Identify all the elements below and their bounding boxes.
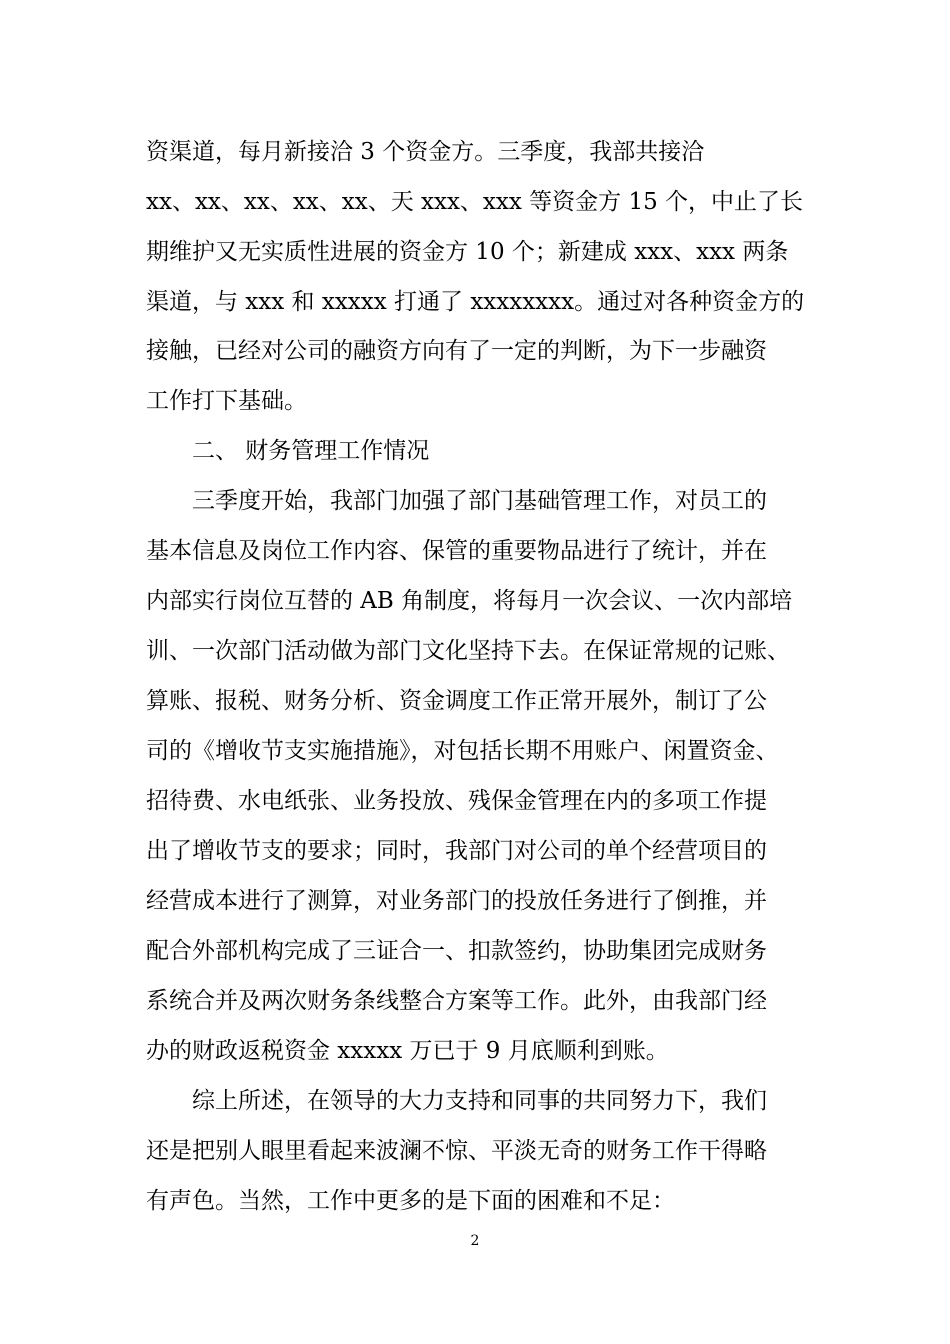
- paragraph-2-line-8: 出了增收节支的要求；同时，我部门对公司的单个经营项目的: [146, 838, 767, 864]
- paragraph-2-line-1: 三季度开始，我部门加强了部门基础管理工作，对员工的: [192, 488, 767, 514]
- paragraph-3-line-1: 综上所述，在领导的大力支持和同事的共同努力下，我们: [192, 1088, 767, 1114]
- section-heading: 二、 财务管理工作情况: [192, 438, 430, 464]
- paragraph-2-line-10: 配合外部机构完成了三证合一、扣款签约，协助集团完成财务: [146, 938, 767, 964]
- paragraph-1-line-1: 资渠道，每月新接洽 3 个资金方。三季度，我部共接洽: [146, 139, 705, 165]
- paragraph-2-line-5: 算账、报税、财务分析、资金调度工作正常开展外，制订了公: [146, 688, 767, 714]
- paragraph-2-line-9: 经营成本进行了测算，对业务部门的投放任务进行了倒推，并: [146, 888, 767, 914]
- paragraph-1-line-4: 渠道，与 xxx 和 xxxxx 打通了 xxxxxxxx。通过对各种资金方的: [146, 289, 805, 315]
- paragraph-3-line-2: 还是把别人眼里看起来波澜不惊、平淡无奇的财务工作干得略: [146, 1138, 767, 1164]
- paragraph-1-line-3: 期维护又无实质性进展的资金方 10 个；新建成 xxx、xxx 两条: [146, 239, 789, 265]
- paragraph-2-line-4: 训、一次部门活动做为部门文化坚持下去。在保证常规的记账、: [146, 638, 790, 664]
- paragraph-2-line-2: 基本信息及岗位工作内容、保管的重要物品进行了统计，并在: [146, 538, 767, 564]
- paragraph-2-line-7: 招待费、水电纸张、业务投放、残保金管理在内的多项工作提: [146, 788, 767, 814]
- paragraph-1-line-6: 工作打下基础。: [146, 388, 307, 414]
- paragraph-2-line-12: 办的财政返税资金 xxxxx 万已于 9 月底顺利到账。: [146, 1038, 669, 1064]
- paragraph-1-line-5: 接触，已经对公司的融资方向有了一定的判断，为下一步融资: [146, 338, 767, 364]
- paragraph-2-line-3: 内部实行岗位互替的 AB 角制度，将每月一次会议、一次内部培: [146, 588, 793, 614]
- paragraph-1-line-2: xx、xx、xx、xx、xx、天 xxx、xxx 等资金方 15 个，中止了长: [146, 189, 804, 215]
- page-number: 2: [470, 1233, 480, 1249]
- paragraph-2-line-11: 系统合并及两次财务条线整合方案等工作。此外，由我部门经: [146, 988, 767, 1014]
- paragraph-3-line-3: 有声色。当然，工作中更多的是下面的困难和不足：: [146, 1188, 675, 1214]
- paragraph-2-line-6: 司的《增收节支实施措施》，对包括长期不用账户、闲置资金、: [146, 738, 779, 764]
